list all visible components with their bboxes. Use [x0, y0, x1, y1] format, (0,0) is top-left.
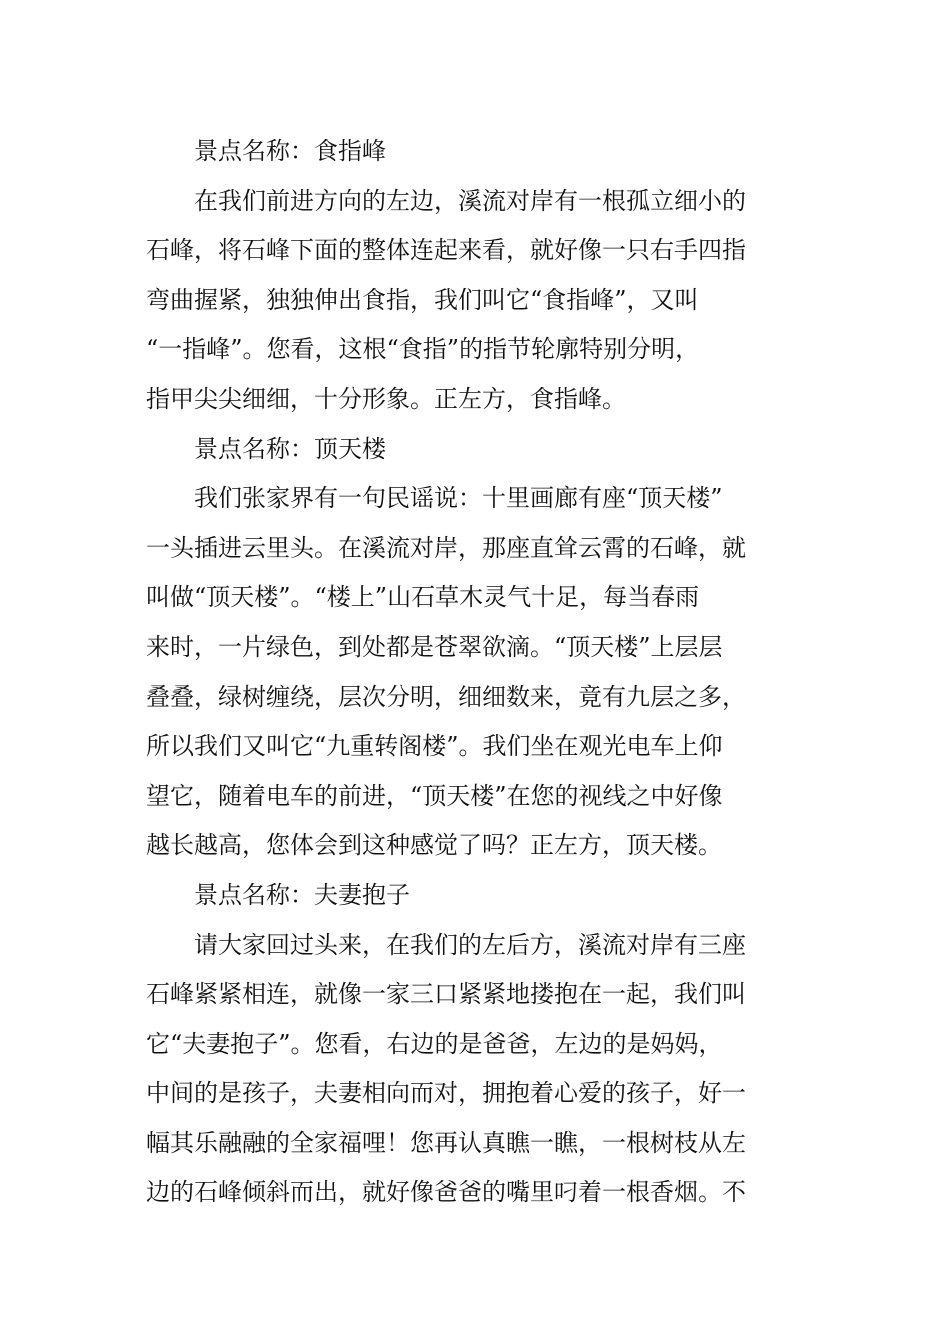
paragraph-line: 一头插进云里头。在溪流对岸，那座直耸云霄的石峰，就 — [146, 533, 746, 562]
paragraph-line: 指甲尖尖细细，十分形象。正左方，食指峰。 — [146, 384, 626, 413]
section-heading: 景点名称：食指峰 — [194, 137, 386, 165]
section-heading: 景点名称：夫妻抱子 — [194, 880, 410, 909]
paragraph-line: 石峰，将石峰下面的整体连起来看，就好像一只右手四指 — [146, 236, 746, 265]
paragraph-line: 在我们前进方向的左边，溪流对岸有一根孤立细小的 — [146, 186, 746, 215]
paragraph-line: “一指峰”。您看，这根“食指”的指节轮廓特别分明， — [146, 335, 700, 364]
paragraph-line: 望它，随着电车的前进，“顶天楼”在您的视线之中好像 — [146, 781, 723, 810]
paragraph-line: 请大家回过头来，在我们的左后方，溪流对岸有三座 — [146, 930, 746, 959]
paragraph-line: 叫做“顶天楼”。“楼上”山石草木灵气十足，每当春雨 — [146, 583, 700, 612]
paragraph-line: 幅其乐融融的全家福哩！您再认真瞧一瞧，一根树枝从左 — [146, 1128, 746, 1157]
paragraph-line: 弯曲握紧，独独伸出食指，我们叫它“食指峰”，又叫 — [146, 285, 699, 314]
paragraph-line: 它“夫妻抱子”。您看，右边的是爸爸，左边的是妈妈， — [146, 1029, 723, 1058]
paragraph-line: 来时，一片绿色，到处都是苍翠欲滴。“顶天楼”上层层 — [146, 632, 723, 661]
paragraph-line: 石峰紧紧相连，就像一家三口紧紧地搂抱在一起，我们叫 — [146, 980, 746, 1009]
paragraph-line: 所以我们又叫它“九重转阁楼”。我们坐在观光电车上仰 — [146, 732, 723, 761]
document-page — [146, 127, 806, 1218]
section-fuqibaozi — [146, 871, 806, 1218]
section-dingtianlou — [146, 425, 806, 871]
paragraph-line: 边的石峰倾斜而出，就好像爸爸的嘴里叼着一根香烟。不 — [146, 1178, 746, 1207]
paragraph-line: 越长越高，您体会到这种感觉了吗？正左方，顶天楼。 — [146, 831, 722, 860]
paragraph-line: 叠叠，绿树缠绕，层次分明，细细数来，竟有九层之多， — [146, 682, 746, 711]
paragraph-line: 中间的是孩子，夫妻相向而对，拥抱着心爱的孩子，好一 — [146, 1079, 746, 1108]
section-shizhifeng — [146, 127, 806, 425]
section-heading: 景点名称：顶天楼 — [194, 434, 386, 463]
paragraph-line: 我们张家界有一句民谣说：十里画廊有座“顶天楼” — [146, 484, 723, 513]
